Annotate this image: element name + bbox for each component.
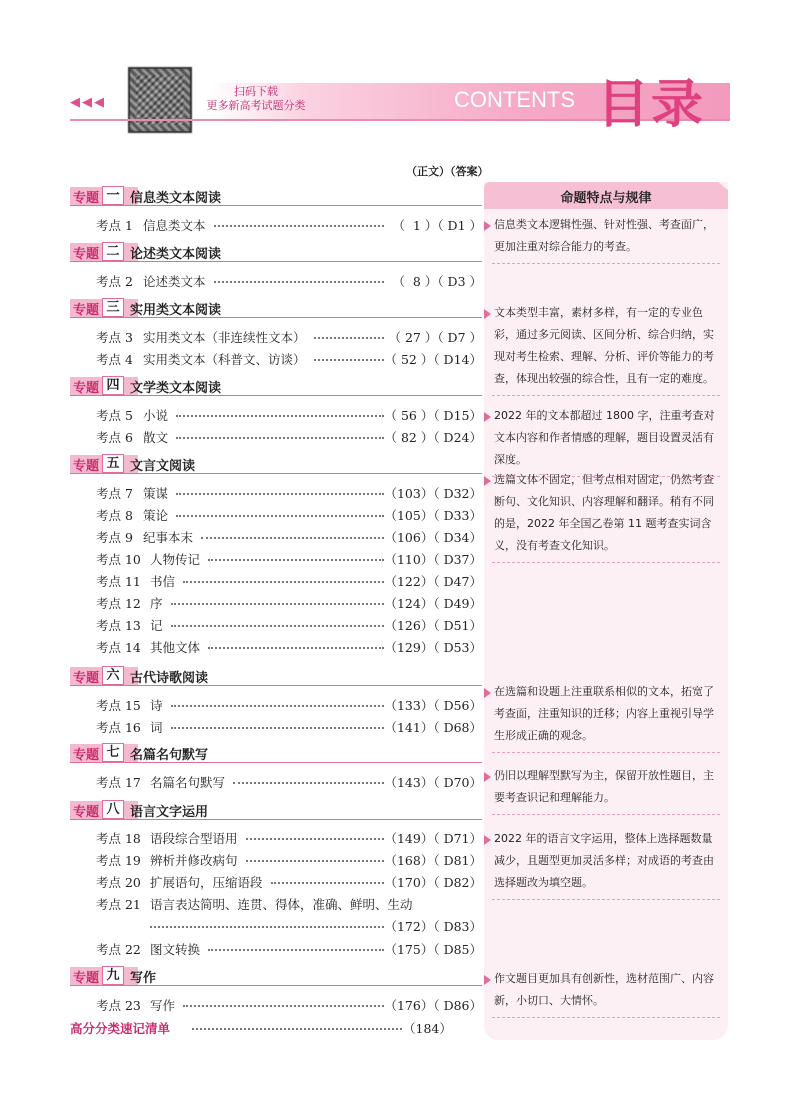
panel-note xyxy=(484,968,728,1012)
section-header xyxy=(70,298,482,318)
toc-entry[interactable] xyxy=(96,895,482,913)
pointer-triangle-icon xyxy=(484,975,491,985)
toc-entry-title: 语言表达简明、连贯、得体，准确、鲜明、生动 xyxy=(150,897,413,912)
toc-entry-page: （ 56 ）（ D15） xyxy=(384,408,482,423)
section-label: 专题 xyxy=(73,191,100,206)
qr-code-icon[interactable] xyxy=(128,67,192,133)
leader-dots xyxy=(214,281,384,283)
leader-dots xyxy=(208,647,384,649)
toc-entry-title: 写作 xyxy=(150,998,176,1013)
toc-entry-title: 记 xyxy=(150,618,163,633)
toc-entry-title: 策论 xyxy=(143,508,169,523)
toc-entry-page: （ 8 ）（ D3 ） xyxy=(392,274,482,289)
toc-entry[interactable] xyxy=(96,572,482,590)
toc-entry-title: 散文 xyxy=(143,430,169,445)
toc-entry-title: 辨析并修改病句 xyxy=(150,853,238,868)
toc-entry[interactable] xyxy=(96,406,482,424)
panel-note xyxy=(484,302,728,390)
toc-entry[interactable] xyxy=(96,996,482,1014)
section-header xyxy=(70,666,482,686)
toc-entry-page: （170）（ D82） xyxy=(384,875,482,890)
toc-entry-index: 考点 11 xyxy=(96,574,141,589)
toc-entry-title: 图文转换 xyxy=(150,942,201,957)
toc-entry-page: （110）（ D37） xyxy=(384,552,482,567)
toc-entry-page: （103）（ D32） xyxy=(384,486,482,501)
contents-label: CONTENTS xyxy=(454,87,575,112)
leader-dots xyxy=(176,493,384,495)
toc-entry-index: 考点 19 xyxy=(96,853,141,868)
toc-entry-index: 考点 23 xyxy=(96,998,141,1013)
section-title: 写作 xyxy=(130,971,157,986)
note-separator xyxy=(492,899,720,900)
section-label: 专题 xyxy=(73,381,100,396)
leader-dots xyxy=(176,437,384,439)
note-separator xyxy=(492,814,720,815)
toc-entry[interactable] xyxy=(96,350,482,368)
toc-entry-index: 考点 9 xyxy=(96,530,133,545)
toc-entry[interactable] xyxy=(96,851,482,869)
leader-dots xyxy=(176,415,384,417)
toc-entry[interactable] xyxy=(96,272,482,290)
pointer-triangle-icon xyxy=(484,688,491,698)
toc-entry-page: （122）（ D47） xyxy=(384,574,482,589)
toc-entry-page: （ 27 ）（ D7 ） xyxy=(388,330,482,345)
toc-entry-title: 小说 xyxy=(143,408,169,423)
toc-entry[interactable] xyxy=(96,638,482,656)
toc-entry[interactable] xyxy=(96,216,482,234)
toc-entry-index: 考点 5 xyxy=(96,408,133,423)
toc-entry-title: 其他文体 xyxy=(150,640,201,655)
panel-note-text: 仍旧以理解型默写为主，保留开放性题目，主要考查识记和理解能力。 xyxy=(494,769,714,804)
pointer-triangle-icon xyxy=(484,835,491,845)
toc-entry-index: 考点 8 xyxy=(96,508,133,523)
leader-dots xyxy=(233,782,384,784)
section-header xyxy=(70,376,482,396)
toc-entry-index: 考点 14 xyxy=(96,640,141,655)
toc-entry-title: 扩展语句，压缩语段 xyxy=(150,875,263,890)
panel-note-text: 在选篇和设题上注重联系相似的文本，拓宽了考查面，注重知识的迁移；内容上重视引导学生形成正确的观念。 xyxy=(494,685,714,742)
leader-dots xyxy=(208,949,384,951)
scan-caption-line1: 扫码下载 xyxy=(234,85,278,98)
section-number: 八 xyxy=(102,800,124,819)
note-separator xyxy=(492,263,720,264)
toc-entry-index: 考点 22 xyxy=(96,942,141,957)
toc-entry[interactable] xyxy=(96,506,482,524)
toc-entry-page: （168）（ D81） xyxy=(384,853,482,868)
toc-entry-page: （175）（ D85） xyxy=(384,942,482,957)
toc-entry-page: （124）（ D49） xyxy=(384,596,482,611)
panel-note-text: 选篇文体不固定，但考点相对固定，仍然考查断句、文化知识、内容理解和翻译。稍有不同的是，2022 年全国乙卷第 11 题考查实词含义，没有考查文化知识。 xyxy=(494,473,714,552)
toc-entry[interactable] xyxy=(96,484,482,502)
pointer-triangle-icon xyxy=(484,221,491,231)
toc-entry[interactable] xyxy=(96,873,482,891)
section-number: 三 xyxy=(102,298,124,317)
toc-entry-index: 考点 15 xyxy=(96,698,141,713)
toc-entry-index: 考点 4 xyxy=(96,352,133,367)
leader-dots xyxy=(183,1005,384,1007)
section-title: 实用类文本阅读 xyxy=(130,303,222,318)
toc-entry[interactable] xyxy=(96,616,482,634)
page-header xyxy=(0,0,790,150)
toc-entry-page: （106）（ D34） xyxy=(384,530,482,545)
toc-entry[interactable] xyxy=(96,428,482,446)
toc-entry-page: （149）（ D71） xyxy=(384,831,482,846)
leader-dots xyxy=(171,727,384,729)
toc-entry-index: 考点 13 xyxy=(96,618,141,633)
panel-note-text: 2022 年的文本都超过 1800 字，注重考查对文本内容和作者情感的理解，题目设置灵活有深度。 xyxy=(494,409,715,466)
section-label: 专题 xyxy=(73,805,100,820)
section-title: 文学类文本阅读 xyxy=(130,381,222,396)
left-arrows-icon: ◀◀◀ xyxy=(70,95,106,110)
section-title: 古代诗歌阅读 xyxy=(130,671,209,686)
panel-note-text: 文本类型丰富，素材多样，有一定的专业色彩，通过多元阅读、区间分析、综合归纳，实现对考生检索、理解、分析、评价等能力的考查，体现出较强的综合性，且有一定的难度。 xyxy=(494,306,714,385)
section-number: 五 xyxy=(102,454,124,473)
panel-note xyxy=(484,469,728,557)
section-title: 信息类文本阅读 xyxy=(130,191,222,206)
section-label: 专题 xyxy=(73,671,100,686)
note-separator xyxy=(492,1017,720,1018)
section-header xyxy=(70,743,482,763)
section-title: 语言文字运用 xyxy=(130,805,209,820)
toc-entry-index: 考点 20 xyxy=(96,875,141,890)
toc-entry-page: （126）（ D51） xyxy=(384,618,482,633)
leader-dots xyxy=(171,603,384,605)
section-label: 专题 xyxy=(73,971,100,986)
leader-dots xyxy=(208,559,384,561)
toc-entry-page: （ 1 ）（ D1 ） xyxy=(392,218,482,233)
final-entry-label: 高分分类速记清单 xyxy=(70,1021,171,1036)
toc-entry-index: 考点 7 xyxy=(96,486,133,501)
toc-entry[interactable] xyxy=(96,940,482,958)
toc-entry[interactable] xyxy=(96,696,482,714)
scan-caption-line2: 更多新高考试题分类 xyxy=(206,99,306,112)
section-label: 专题 xyxy=(73,748,100,763)
section-number: 七 xyxy=(102,743,124,762)
section-header xyxy=(70,800,482,820)
toc-entry-title: 论述类文本 xyxy=(143,274,206,289)
toc-entry-title: 诗 xyxy=(150,698,163,713)
section-header xyxy=(70,242,482,262)
panel-note-text: 2022 年的语言文字运用，整体上选择题数量减少，且题型更加灵活多样；对成语的考查由选择题改为填空题。 xyxy=(494,832,714,889)
scan-caption xyxy=(206,85,306,113)
leader-dots xyxy=(314,337,384,339)
page-title: 目录 xyxy=(597,75,706,135)
toc-entry-page: （ 52 ）（ D14） xyxy=(384,352,482,367)
leader-dots xyxy=(183,581,384,583)
final-entry[interactable] xyxy=(70,1019,482,1037)
section-label: 专题 xyxy=(73,247,100,262)
section-number: 一 xyxy=(102,186,124,205)
section-number: 六 xyxy=(102,666,124,685)
toc-entry-page: （172）（ D83） xyxy=(384,919,482,934)
leader-dots xyxy=(214,225,384,227)
toc-entry-index: 考点 17 xyxy=(96,775,141,790)
toc-entry-title: 书信 xyxy=(150,574,176,589)
pointer-triangle-icon xyxy=(484,412,491,422)
note-separator xyxy=(492,395,720,396)
toc-entry-index: 考点 21 xyxy=(96,897,141,912)
toc-entry-index: 考点 16 xyxy=(96,720,141,735)
toc-entry-title: 实用类文本（科普文、访谈） xyxy=(143,352,306,367)
toc-entry-index: 考点 2 xyxy=(96,274,133,289)
leader-dots xyxy=(150,926,384,928)
section-number: 四 xyxy=(102,376,124,395)
toc-entry-index: 考点 1 xyxy=(96,218,133,233)
leader-dots xyxy=(176,515,384,517)
leader-dots xyxy=(171,625,384,627)
section-title: 文言文阅读 xyxy=(130,459,196,474)
toc-entry-title: 名篇名句默写 xyxy=(150,775,226,790)
toc-entry-title: 序 xyxy=(150,596,163,611)
toc-entry-title: 纪事本末 xyxy=(143,530,194,545)
panel-note-text: 作文题目更加具有创新性，选材范围广、内容新，小切口、大情怀。 xyxy=(494,972,714,1007)
section-header xyxy=(70,454,482,474)
final-entry-page: （184） xyxy=(403,1021,452,1036)
toc-entry[interactable] xyxy=(96,550,482,568)
toc-entry[interactable] xyxy=(96,328,482,346)
note-separator xyxy=(492,752,720,753)
toc-entry-page: （105）（ D33） xyxy=(384,508,482,523)
leader-dots xyxy=(201,537,384,539)
toc-entry[interactable] xyxy=(96,773,482,791)
panel-title: 命题特点与规律 xyxy=(560,191,652,206)
toc-entry-page: （133）（ D56） xyxy=(384,698,482,713)
panel-note xyxy=(484,765,728,809)
pointer-triangle-icon xyxy=(484,772,491,782)
panel-note xyxy=(484,214,728,258)
toc-entry-title: 语段综合型语用 xyxy=(150,831,238,846)
toc-entry-page: （143）（ D70） xyxy=(384,775,482,790)
section-header xyxy=(70,186,482,206)
toc-entry-index: 考点 3 xyxy=(96,330,133,345)
toc-entry-title: 人物传记 xyxy=(150,552,201,567)
toc-entry-page: （ 82 ）（ D24） xyxy=(384,430,482,445)
toc-entry-title: 实用类文本（非连续性文本） xyxy=(143,330,306,345)
section-header xyxy=(70,966,482,986)
column-header: （正文）（答案） xyxy=(406,165,489,178)
toc-entry-page: （141）（ D68） xyxy=(384,720,482,735)
leader-dots xyxy=(314,359,384,361)
pointer-triangle-icon xyxy=(484,309,491,319)
toc-entry-page: （129）（ D53） xyxy=(384,640,482,655)
pointer-triangle-icon xyxy=(484,476,491,486)
toc-entry-index: 考点 6 xyxy=(96,430,133,445)
toc-entry-title: 词 xyxy=(150,720,163,735)
toc-entry[interactable] xyxy=(96,718,482,736)
toc-entry-title: 信息类文本 xyxy=(143,218,206,233)
section-number: 二 xyxy=(102,242,124,261)
leader-dots xyxy=(192,1028,402,1030)
section-number: 九 xyxy=(102,966,124,985)
section-title: 名篇名句默写 xyxy=(130,748,209,763)
toc-entry-index: 考点 12 xyxy=(96,596,141,611)
panel-note xyxy=(484,828,728,894)
leader-dots xyxy=(171,705,384,707)
toc-entry[interactable] xyxy=(96,594,482,612)
leader-dots xyxy=(246,860,384,862)
leader-dots xyxy=(271,882,384,884)
toc-entry-title: 策谋 xyxy=(143,486,169,501)
note-separator xyxy=(492,562,720,563)
section-label: 专题 xyxy=(73,459,100,474)
toc-entry-index: 考点 10 xyxy=(96,552,141,567)
leader-dots xyxy=(246,838,384,840)
section-label: 专题 xyxy=(73,303,100,318)
toc-entry-page: （176）（ D86） xyxy=(384,998,482,1013)
panel-note xyxy=(484,405,728,471)
panel-note xyxy=(484,681,728,747)
section-title: 论述类文本阅读 xyxy=(130,247,222,262)
toc-entry[interactable] xyxy=(96,829,482,847)
toc-entry[interactable] xyxy=(96,528,482,546)
toc-entry-continuation[interactable] xyxy=(96,917,482,935)
panel-note-text: 信息类文本逻辑性强、针对性强、考查面广，更加注重对综合能力的考查。 xyxy=(494,218,714,253)
toc-entry-index: 考点 18 xyxy=(96,831,141,846)
